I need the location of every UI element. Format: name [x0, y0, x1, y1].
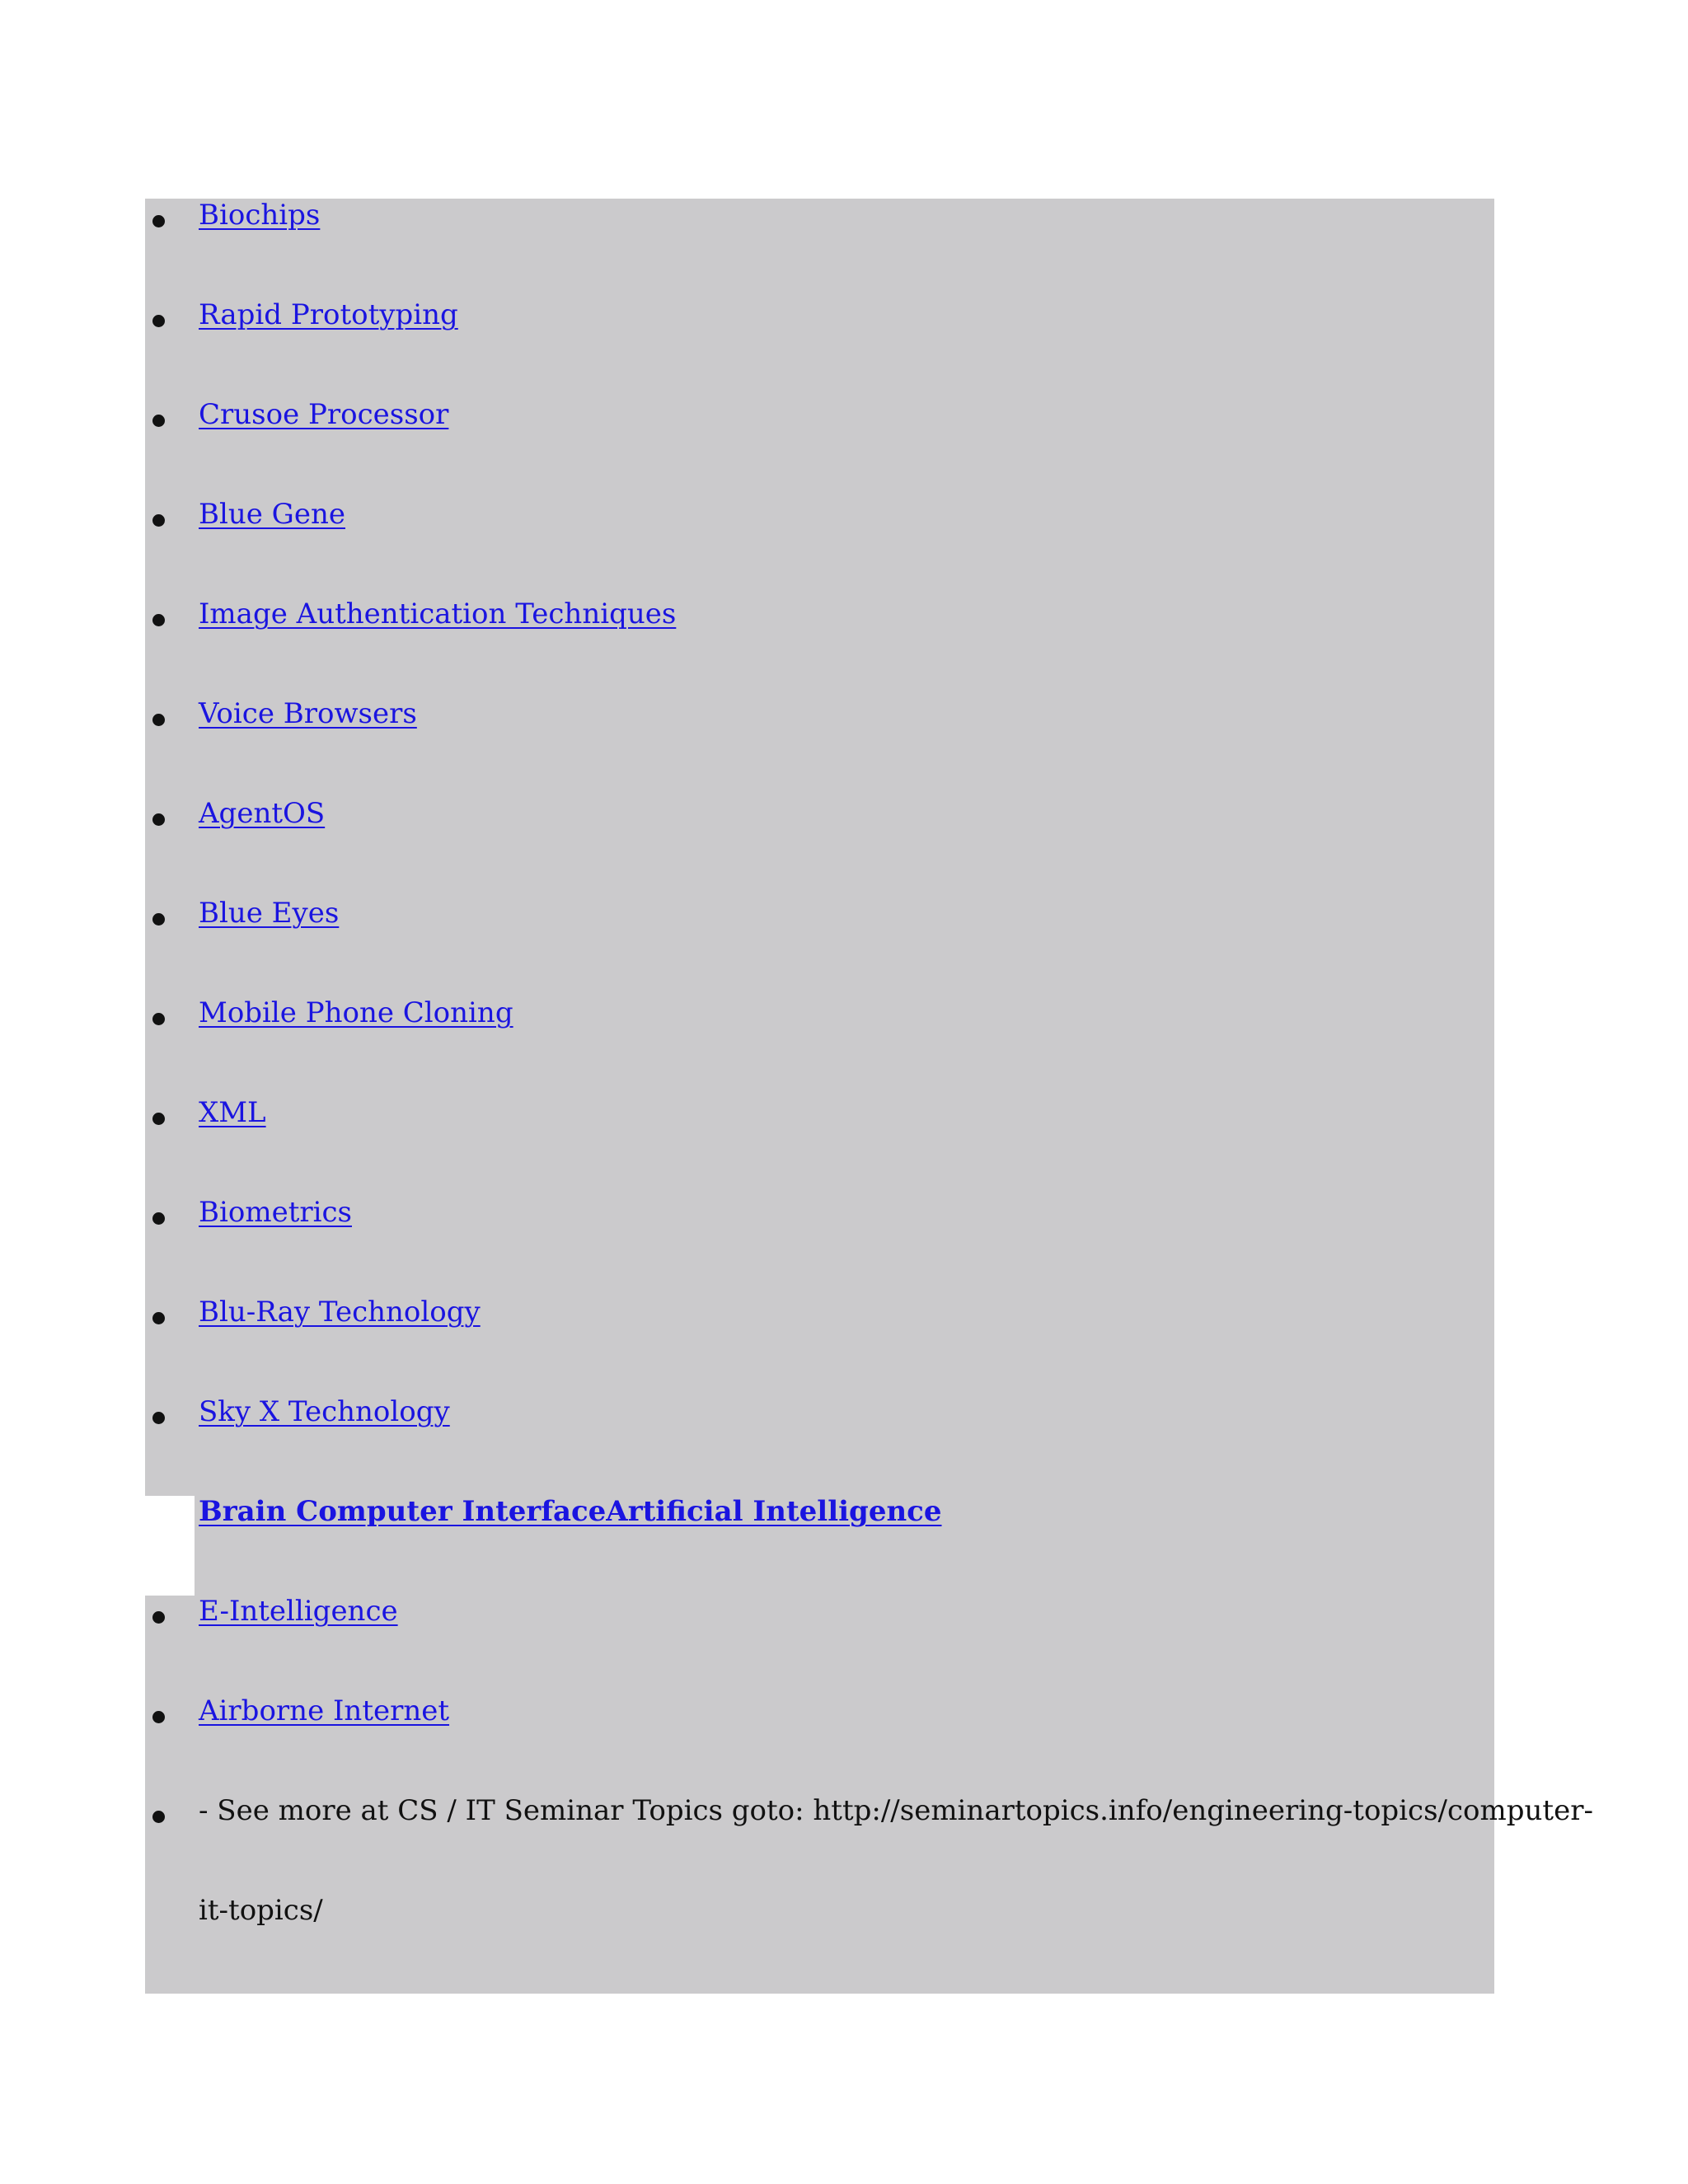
bullet-icon — [152, 1312, 165, 1324]
panel-notch — [145, 1496, 195, 1596]
bullet-icon — [152, 1611, 165, 1624]
list-item — [145, 897, 1494, 996]
list-item — [145, 1395, 1494, 1495]
list-item — [145, 1794, 1593, 1927]
bullet-icon — [152, 1711, 165, 1723]
bullet-icon — [152, 714, 165, 726]
topic-link-image-authentication[interactable]: Image Authentication Techniques — [199, 598, 677, 630]
bullet-icon — [152, 415, 165, 427]
list-item — [145, 1096, 1494, 1196]
bullet-icon — [152, 1013, 165, 1025]
topic-link-biochips[interactable]: Biochips — [199, 199, 321, 232]
topic-link-mobile-phone-cloning[interactable]: Mobile Phone Cloning — [199, 996, 513, 1029]
list-item — [145, 498, 1494, 598]
topic-link-airborne-internet[interactable]: Airborne Internet — [199, 1694, 450, 1727]
bullet-icon — [152, 913, 165, 926]
see-more-text-line-1: - See more at CS / IT Seminar Topics goto: http://seminartopics.info/engineering-topics/computer- — [199, 1794, 1593, 1827]
topic-link-blue-gene[interactable]: Blue Gene — [199, 498, 345, 531]
topic-link-voice-browsers[interactable]: Voice Browsers — [199, 697, 417, 730]
topic-link-biometrics[interactable]: Biometrics — [199, 1196, 352, 1229]
list-item — [145, 1296, 1494, 1395]
topic-link-e-intelligence[interactable]: E-Intelligence — [199, 1595, 398, 1628]
bullet-icon — [152, 1412, 165, 1424]
list-item — [145, 1595, 1494, 1694]
list-item — [145, 199, 1494, 298]
list-item — [145, 996, 1494, 1096]
topic-link-sky-x[interactable]: Sky X Technology — [199, 1395, 450, 1428]
topic-link-rapid-prototyping[interactable]: Rapid Prototyping — [199, 298, 458, 331]
topic-list-panel — [145, 199, 1593, 1994]
see-more-text-line-2: it-topics/ — [199, 1894, 323, 1927]
bullet-icon — [152, 813, 165, 826]
list-item — [145, 598, 1494, 697]
list-item — [145, 1196, 1494, 1296]
bullet-icon — [152, 315, 165, 327]
list-item — [145, 398, 1494, 498]
topic-link-xml[interactable]: XML — [199, 1096, 266, 1129]
topic-link-blu-ray[interactable]: Blu-Ray Technology — [199, 1296, 481, 1329]
list-item — [145, 697, 1494, 797]
bullet-icon — [152, 514, 165, 527]
list-item — [145, 298, 1494, 398]
bullet-icon — [152, 215, 165, 227]
list-item — [145, 1694, 1494, 1794]
heading-link-brain-computer-interface[interactable]: Brain Computer InterfaceArtificial Intelligence — [199, 1495, 942, 1528]
list-item — [145, 797, 1494, 897]
topic-link-blue-eyes[interactable]: Blue Eyes — [199, 897, 340, 930]
bullet-icon — [152, 1811, 165, 1823]
topic-link-crusoe-processor[interactable]: Crusoe Processor — [199, 398, 449, 431]
bullet-icon — [152, 1113, 165, 1125]
heading-row — [145, 1495, 1494, 1595]
bullet-icon — [152, 614, 165, 626]
topic-link-agentos[interactable]: AgentOS — [199, 797, 326, 830]
bullet-icon — [152, 1212, 165, 1225]
